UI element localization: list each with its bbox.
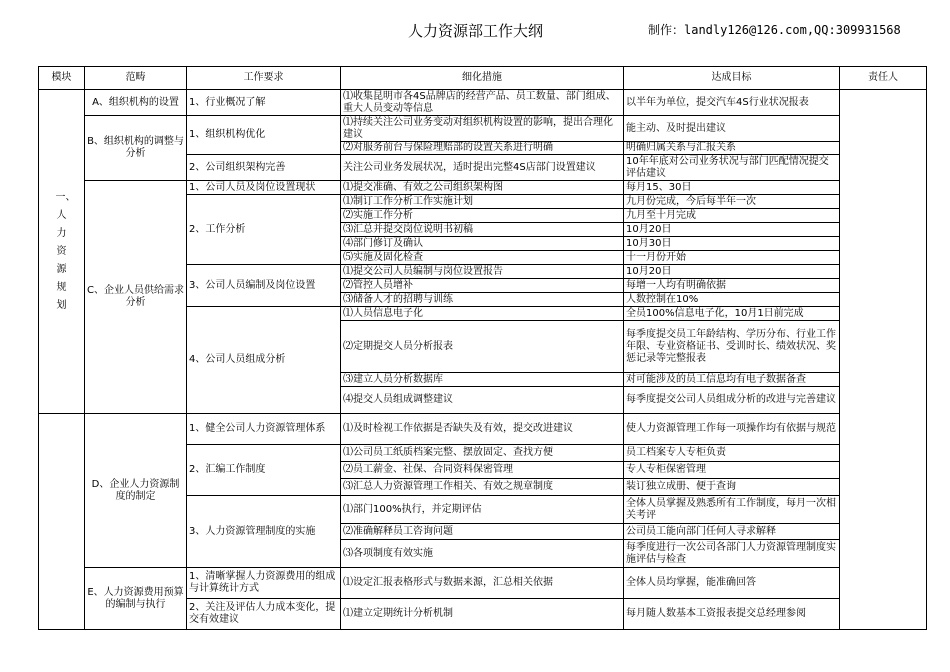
measure-cell: ⑴建立定期统计分析机制 [341, 599, 624, 630]
requirement-cell: 1、公司人员及岗位设置现状 [187, 181, 341, 195]
category-cell: D、企业人力资源制度的制定 [85, 414, 187, 568]
measure-cell: ⑶建立人员分析数据库 [341, 373, 624, 387]
goal-cell: 全体人员掌握及熟悉所有工作制度，每月一次相关考评 [624, 496, 840, 524]
page-header [0, 20, 950, 42]
table-row [39, 568, 927, 599]
measure-cell: ⑵准确解释员工咨询问题 [341, 524, 624, 540]
measure-cell: ⑵管控人员增补 [341, 279, 624, 293]
category-cell: A、组织机构的设置 [85, 90, 187, 116]
requirement-cell: 1、组织机构优化 [187, 116, 341, 155]
measure-cell: ⑶汇总并提交岗位说明书初稿 [341, 223, 624, 237]
measure-cell: ⑴制订工作分析工作实施计划 [341, 195, 624, 209]
goal-cell: 每月15、30日 [624, 181, 840, 195]
goal-cell: 每季度提交员工年龄结构、学历分布、行业工作年限、专业资格证书、受训时长、绩效状况、奖惩记录等完整报表 [624, 321, 840, 373]
goal-cell: 九月至十月完成 [624, 209, 840, 223]
header-measures: 细化措施 [341, 67, 624, 90]
goal-cell: 九月份完成，今后每半年一次 [624, 195, 840, 209]
goal-cell: 每月随人数基本工资报表提交总经理参阅 [624, 599, 840, 630]
category-cell: B、组织机构的调整与分析 [85, 116, 187, 181]
requirement-cell: 2、汇编工作制度 [187, 445, 341, 496]
measure-cell: ⑴收集昆明市各4S品牌店的经营产品、员工数量、部门组成、重大人员变动等信息 [341, 90, 624, 116]
measure-cell: ⑴设定汇报表格形式与数据来源，汇总相关依据 [341, 568, 624, 599]
measure-cell: ⑴公司员工纸质档案完整、摆放固定、查找方便 [341, 445, 624, 462]
goal-cell: 10年年底对公司业务状况与部门匹配情况提交评估建议 [624, 155, 840, 181]
owner-cell [840, 90, 927, 630]
category-cell: E、人力资源费用预算的编制与执行 [85, 568, 187, 630]
table-row [39, 414, 927, 445]
page-title: 人力资源部工作大纲 [408, 22, 544, 40]
goal-cell: 10月20日 [624, 223, 840, 237]
requirement-cell: 2、公司组织架构完善 [187, 155, 341, 181]
requirement-cell: 2、工作分析 [187, 195, 341, 265]
measure-cell: ⑵定期提交人员分析报表 [341, 321, 624, 373]
measure-cell: ⑵实施工作分析 [341, 209, 624, 223]
goal-cell: 全员100%信息电子化，10月1日前完成 [624, 307, 840, 321]
measure-cell: ⑴及时检视工作依据是否缺失及有效，提交改进建议 [341, 414, 624, 445]
measure-cell: ⑷部门修订及确认 [341, 237, 624, 251]
measure-cell: ⑵对服务前台与保险理赔部的设置关系进行明确 [341, 142, 624, 155]
goal-cell: 全体人员均掌握，能准确回答 [624, 568, 840, 599]
work-outline-table [38, 66, 927, 630]
requirement-cell: 4、公司人员组成分析 [187, 307, 341, 414]
goal-cell: 使人力资源管理工作每一项操作均有依据与规范 [624, 414, 840, 445]
measure-cell: ⑴提交准确、有效之公司组织架构图 [341, 181, 624, 195]
table-header-row [39, 67, 927, 90]
measure-cell: ⑴持续关注公司业务变动对组织机构设置的影响，提出合理化建议 [341, 116, 624, 142]
goal-cell: 十一月份开始 [624, 251, 840, 265]
module-cell [39, 90, 85, 414]
measure-cell: ⑶汇总人力资源管理工作相关、有效之规章制度 [341, 479, 624, 496]
goal-cell: 明确归属关系与汇报关系 [624, 142, 840, 155]
table-row [39, 90, 927, 116]
goal-cell: 每季度提交公司人员组成分析的改进与完善建议 [624, 387, 840, 414]
author-info: 制作：landly126@126.com,QQ:309931568 [648, 23, 901, 37]
measure-cell: ⑶各项制度有效实施 [341, 540, 624, 568]
header-requirement: 工作要求 [187, 67, 341, 90]
measure-cell: ⑵员工薪金、社保、合同资料保密管理 [341, 462, 624, 479]
goal-cell: 每增一人均有明确依据 [624, 279, 840, 293]
table-row [39, 181, 927, 195]
measure-cell: ⑴部门100%执行，并定期评估 [341, 496, 624, 524]
measure-cell: ⑴提交公司人员编制与岗位设置报告 [341, 265, 624, 279]
measure-cell: ⑸实施及固化检查 [341, 251, 624, 265]
category-cell: C、企业人员供给需求分析 [85, 181, 187, 414]
requirement-cell: 1、清晰掌握人力资源费用的组成与计算统计方式 [187, 568, 341, 599]
goal-cell: 以半年为单位，提交汽车4S行业状况报表 [624, 90, 840, 116]
goal-cell: 对可能涉及的员工信息均有电子数据备查 [624, 373, 840, 387]
header-goal: 达成目标 [624, 67, 840, 90]
module-label: 一、人力资源规划 [55, 191, 76, 311]
goal-cell: 员工档案专人专柜负责 [624, 445, 840, 462]
measure-cell: ⑷提交人员组成调整建议 [341, 387, 624, 414]
goal-cell: 公司员工能向部门任何人寻求解释 [624, 524, 840, 540]
requirement-cell: 3、公司人员编制及岗位设置 [187, 265, 341, 307]
header-owner: 责任人 [840, 67, 927, 90]
requirement-cell: 1、行业概况了解 [187, 90, 341, 116]
measure-cell: 关注公司业务发展状况，适时提出完整4S店部门设置建议 [341, 155, 624, 181]
header-category: 范畴 [85, 67, 187, 90]
goal-cell: 10月20日 [624, 265, 840, 279]
goal-cell: 能主动、及时提出建议 [624, 116, 840, 142]
goal-cell: 装订独立成册、便于查询 [624, 479, 840, 496]
requirement-cell: 1、健全公司人力资源管理体系 [187, 414, 341, 445]
goal-cell: 10月30日 [624, 237, 840, 251]
measure-cell: ⑴人员信息电子化 [341, 307, 624, 321]
header-module: 模块 [39, 67, 85, 90]
goal-cell: 人数控制在10% [624, 293, 840, 307]
module-cell-blank [39, 414, 85, 630]
goal-cell: 专人专柜保密管理 [624, 462, 840, 479]
requirement-cell: 2、关注及评估人力成本变化，提交有效建议 [187, 599, 341, 630]
table-row [39, 116, 927, 142]
measure-cell: ⑶储备人才的招聘与训练 [341, 293, 624, 307]
goal-cell: 每季度进行一次公司各部门人力资源管理制度实施评估与检查 [624, 540, 840, 568]
requirement-cell: 3、人力资源管理制度的实施 [187, 496, 341, 568]
